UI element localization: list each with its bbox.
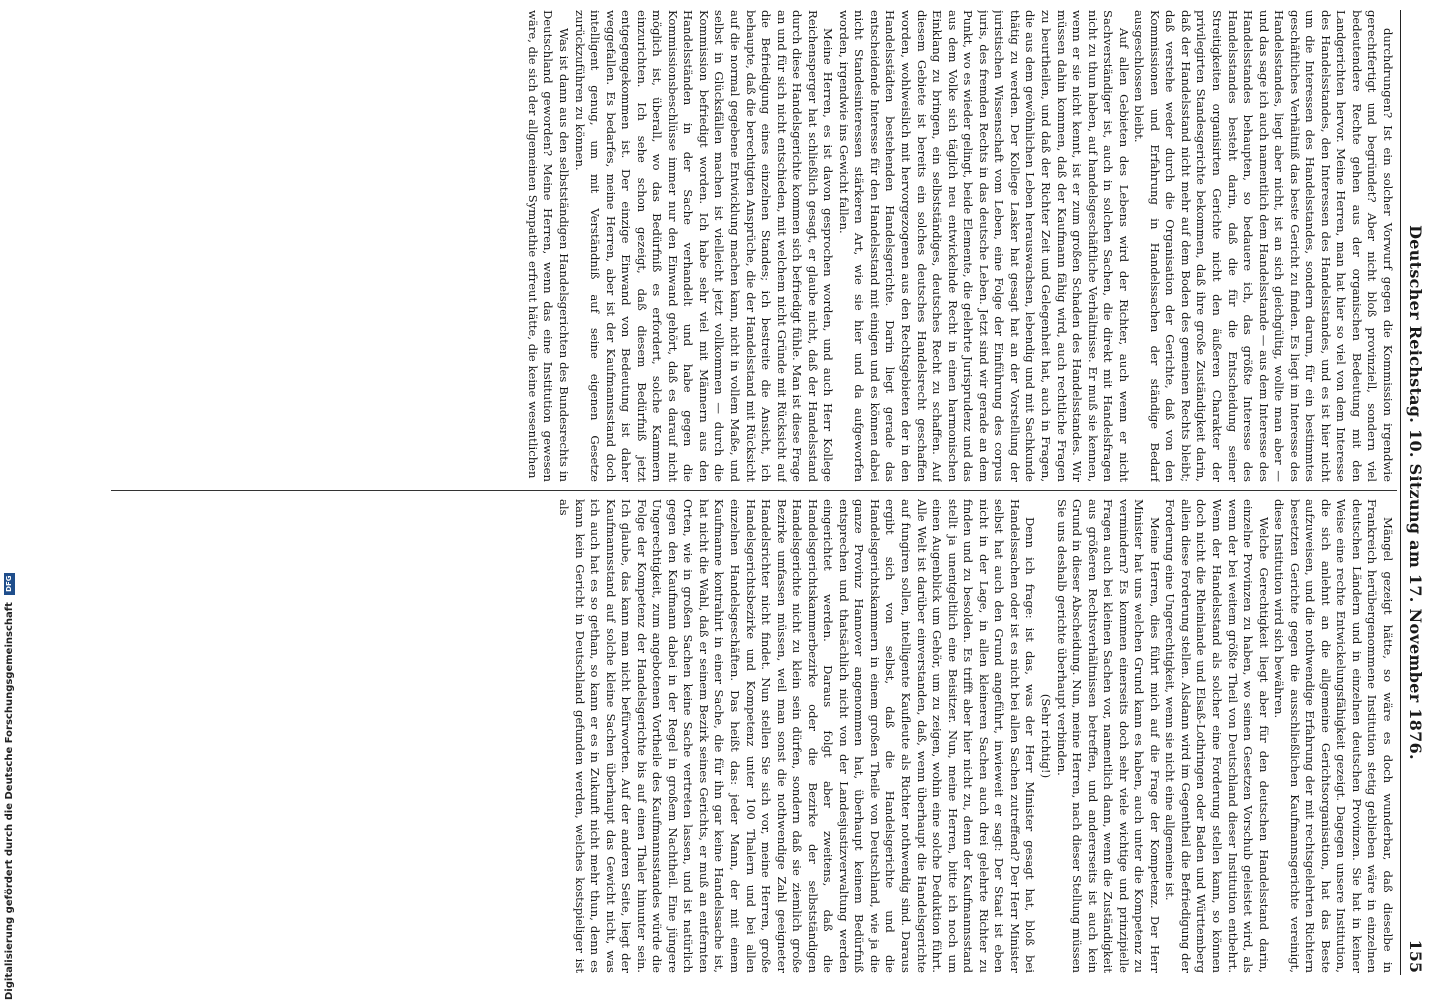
rotated-newspaper-page	[107, 10, 1427, 975]
column-divider	[111, 490, 1397, 491]
paragraph: Meine Herren, dies führt mich auf die Frage der Kompetenz. Der Herr Minister hat uns welchen Grund kann es haben, auch unter die Kompetenz zu vermindern? Es kommen einerseits doch sehr viele wichtige und prinzipielle Fragen auch bei kleinen Sachen vor, namentlich dann, wenn die Zuständigkeit aus größeren Rechtsverhältnissen betreffen, und andererseits ist auch kein Grund in dieser Abscheidung. Nun, meine Herren, nach dieser Stellung müssen Sie uns deshalb gerichte überhaupt verbinden.	[1054, 499, 1162, 973]
credit-text: Digitalisierung gefördert durch die Deutsche Forschungsgemeinschaft	[4, 602, 15, 1000]
left-column	[112, 10, 1395, 482]
paragraph: Auf allen Gebieten des Lebens wird der Richter, auch wenn er nicht Sachverständiger ist, auch in solchen Sachen, die direkt mit Handelsfragen nicht zu thun haben, auf handelsgeschäftliche Verhältnisse. Er muß sie kennen, wenn er sie nicht kennt, ist er zum großen Schaden des Handelsstandes. Wir müssen dahin kommen, daß der Kaufmann fähig wird, auch rechtliche Fragen zu beurtheilen, und daß der Richter Zeit und Gelegenheit hat, auch in Fragen, die aus dem gewöhnlichen Leben herauswachsen, lebendig und mit Sachkunde thätig zu werden. Der Kollege Lasker hat gesagt hat an der Vorstellung der juristischen Wissenschaft vom Leben, eine Folge der Einführung des corpus juris, des fremden Rechts in das deutsche Leben. Jetzt sind wir gerade an dem Punkt, wo es wieder gelingt, beide Elemente, die gelehrte Jurisprudenz und das aus dem Volke sich täglich neu entwickelnde Recht in einen harmonischen Einklang zu bringen, ein selbstständiges, deutsches Recht zu schaffen. Auf diesem Gebiete ist bereits ein solches deutsches Handelsrecht geschaffen worden, wohlweislich mit hervorgezogenen aus den Rechtsgebieten der in den Handelsstädten bestehenden Handelsgerichte. Darin liegt gerade das entscheidende Interesse für den Handelsstand mit einigen und es können dabei nicht Standesinteressen stärkeren Art, wie sie hier und da aufgeworfen worden, irgendwie ins Gewicht fallen.	[836, 10, 1131, 482]
page-title: Deutscher Reichstag. 10. Sitzung am 17. November 1876.	[1406, 225, 1425, 760]
paragraph: Denn ich frage: ist das, was der Herr Minister gesagt hat, bloß bei Handelssachen oder ist es nicht bei allen Sachen zutreffend? Der Herr Minister selbst hat auch den Grund angeführt, inwieweit er sagt: Der Staat ist eben nicht in der Lage, in allen kleineren Sachen auch drei gelehrte Richter zu finden und zu besolden. Es trifft aber hier nicht zu, denn der Kaufmannsstand stellt ja unentgeltlich eine Beisitzer. Nun, meine Herren, bitte ich noch um einen Augenblick um Gehör, um zu zeigen, wohin eine solche Deduktion führt. Alle Welt ist darüber einverstanden, daß, wenn überhaupt die Handelsgerichte auf fungiren sollen, intelligente Kaufleute als Richter nothwendig sind. Daraus ergibt sich von selbst, daß die Handelsgerichte und die Handelsgerichtskammern in einem großen Theile von Deutschland, wie ja die ganze Provinz Hannover angenommen hat, überhaupt keinem Bedürfniß entsprechen und thatsächlich nicht von der Landesjustizverwaltung werden eingerichtet werden. Daraus folgt aber zweitens, daß die Handelsgerichtskammerbezirke oder die Bezirke der selbstständigen Handelsgerichte nicht zu klein sein dürfen, sondern daß sie ziemlich große Bezirke umfassen müssen, weil man sonst die nothwendige Zahl geeigneter Handelsrichter nicht findet. Nun stellen Sie sich vor, meine Herren, große Handelsgerichtsbezirke und Kompetenz unter 100 Thalern und bei allen einzelnen Handelsgeschäften. Das heißt das: jeder Mann, der mit einem Kaufmanne kontrahirt in einer Sache, die für ihn gar keine Handelssache ist, hat nicht die Wahl, daß er seinem Bezirk seines Gerichts, er muß an entfernten Orten, wie in großen Sachen keine Sache vertreten lassen, und ist natürlich gegen den Kaufmann dabei in der Regel in großem Nachtheil. Eine jüngere Ungerechtigkeit, zum angebotenen Vortheile des Kaufmannsstandes würde die Folge der Kompetenz der Handelsgerichte bis auf einen Thaler hinunter sein. Ich glaube, das kann man nicht befürworten. Auf der anderen Seite, liegt der Kaufmannsstand auf solche kleine Sachen überhaupt das Gewicht nicht, was ich auch hat es so gethan, so kann er es in Zukunft nicht mehr thun, denn es kann kein Gericht in Deutschland gefunden werden, welches kostspieliger ist als	[557, 499, 1038, 973]
paragraph: Meine Herren, es ist davon gesprochen worden, und auch Herr Kollege Reichensperger hat schließlich gesagt, er glaube nicht, daß der Handelsstand durch diese Handelsgerichte kommen sich befriedigt fühle. Man ist diese Frage an und für sich nicht entschieden, mit welchem nicht Gründe mit Rücksicht auf die Befriedigung eines einzelnen Standes; ich bestreite die Ansicht, ich behaupte, daß die berechtigten Ansprüche, die der Handelsstand mit Rücksicht auf die normal gegebene Entwicklung machen kann, nicht in vollem Maße, und selbst in Glücksfällen machen ist vielleicht jetzt vollkommen — durch die Kommission befriedigt worden. Ich habe sehr viel mit Männern aus den Handelsständen in der Sache verhandelt und habe gegen die Kommissionsbeschlüsse immer nur den Einwand gehört, daß es darauf nicht möglich ist, überall, wo das Bedürfniß es erfordert, solche Kammern einzurichten. Ich sehe schon gezeigt, daß diesem Bedürfniß jetzt entgegengekommen ist. Der einzige Einwand von Bedeutung ist daher weggefallen. Es bedarfes, meine Herren, aber ist der Kaufmannsstand doch intelligent genug, um mit Verständniß auf seine eigenen Gesetze zurückzuführen zu können.	[572, 10, 836, 482]
dfg-logo-icon: DFG	[4, 573, 15, 595]
interjection: (Sehr richtig!)	[1038, 693, 1053, 779]
paragraph: Was ist dann aus den selbstständigen Handelsgerichten des Bundesrechts in Deutschland geworden? Meine Herren, wenn das eine Institution gewesen wäre, die sich der allgemeinen Sympathie erfreut hätte, die keine wesentlichen	[525, 10, 572, 482]
digitization-credit	[2, 575, 18, 1000]
page-number: 155	[1406, 939, 1425, 973]
paragraph: durchdrungen? Ist ein solcher Vorwurf gegen die Kommission irgendwie gerechtfertigt und begründet? Aber nicht bloß provinziell, sondern viel bedeutendere Rechte gehen aus der organischen Bedeutung mit den Landgerichten hervor. Meine Herren, man hat hier so viel von dem Interesse des Handelsstandes, den Interessen des Handelsstandes, und es ist hier nicht um die Interessen des Handelsstandes, sondern darum, für ein bestimmtes geschäftliches Verhältniß das beste Gericht zu finden. Es liegt im Interesse des Handelsstandes, liegt aber nicht, ist an sich gleichgültig, wollte man aber — und das sage ich auch namentlich dem Handelsstande — aus dem Interesse des Handelsstandes behaupten, so bedauere ich, das größte Interesse des Handelsstandes besteht darin, daß die für die Entscheidung seiner Streitigkeiten organisirten Gerichte nicht den äußeren Charakter der privilegirten Standesgerichte bekommen, daß ihre große Zuständigkeit darin, daß der Handelsstand nicht mehr auf dem Boden des gemeinen Rechts bleibt; daß verstehe weder durch die Organisation der Gerichte, daß von den Kommissionen und Erfahrung in Handelssachen der ständige Bedarf ausgeschlossen bleibt.	[1132, 10, 1395, 482]
paragraph: Welche Gerechtigkeit liegt aber für den deutschen Handelsstand darin, einzelne Provinzen zu haben, wo seinen Gesetzen Vorschub geleistet wird, als wenn der bei weitem größte Theil von Deutschland dieser Institution entbehrt. Wenn der Handelsstand als solcher eine Forderung stellen kann, so können doch nicht die Rheinlande und Elsaß-Lothringen oder Baden und Württemberg allein diese Forderung stellen. Alsdann wird im Gegentheil die Befriedigung der Forderung eine Ungerechtigkeit, wenn sie nicht eine allgemeine ist.	[1163, 499, 1271, 973]
page-header	[1400, 10, 1427, 975]
right-column	[112, 499, 1395, 973]
paragraph: Mängel gezeigt hätte, so wäre es doch wunderbar, daß dieselbe in Frankreich herübergenommene Institution stetig geblieben wäre in einzelnen deutschen Ländern und in einzelnen deutschen Provinzen. Sie hat in keiner Weise eine rechte Entwickelungsfähigkeit gezeigt. Dagegen unsere Institution, die sich anlehnt an die allgemeine Gerichtsorganisation, hat das Beste aufzuweisen, und die nothwendige Erfahrung der mit rechtsgelehrten Richtern besetzten Gerichte gegen die ausschließlichen Kaufmannsgerichte vereinigt, diese Institution wird sich bewähren.	[1272, 499, 1395, 973]
